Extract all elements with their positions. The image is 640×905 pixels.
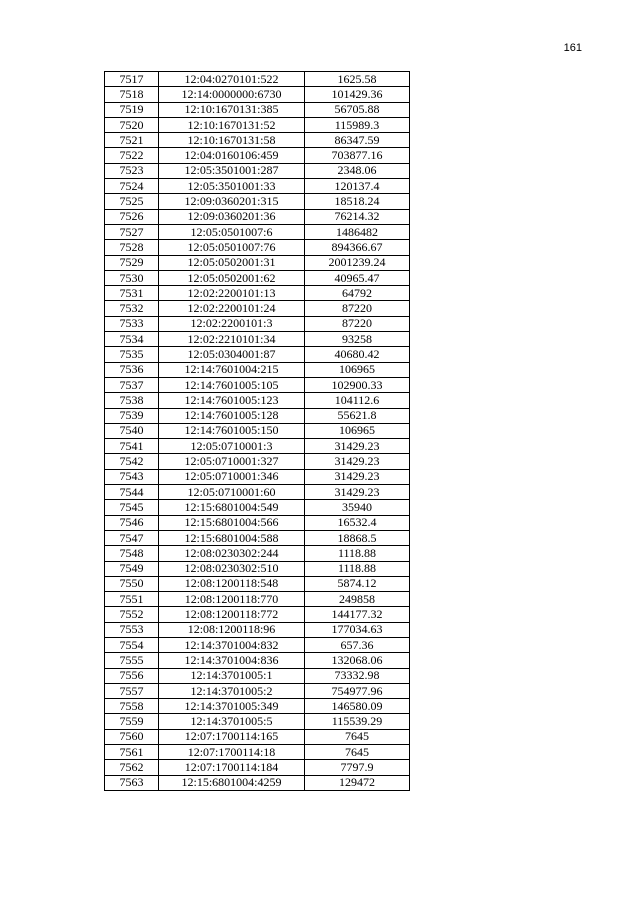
value-cell: 101429.36 <box>305 87 410 102</box>
cadastral-number-cell: 12:14:3701004:836 <box>159 653 305 668</box>
row-number-cell: 7527 <box>105 224 159 239</box>
row-number-cell: 7556 <box>105 668 159 683</box>
row-number-cell: 7548 <box>105 546 159 561</box>
row-number-cell: 7562 <box>105 760 159 775</box>
value-cell: 1625.58 <box>305 72 410 87</box>
value-cell: 102900.33 <box>305 377 410 392</box>
row-number-cell: 7517 <box>105 72 159 87</box>
table-row <box>105 316 410 331</box>
row-number-cell: 7558 <box>105 699 159 714</box>
row-number-cell: 7542 <box>105 454 159 469</box>
row-number-cell: 7549 <box>105 561 159 576</box>
table-row <box>105 469 410 484</box>
value-cell: 657.36 <box>305 637 410 652</box>
row-number-cell: 7528 <box>105 240 159 255</box>
row-number-cell: 7560 <box>105 729 159 744</box>
cadastral-number-cell: 12:14:7601005:128 <box>159 408 305 423</box>
value-cell: 86347.59 <box>305 133 410 148</box>
row-number-cell: 7555 <box>105 653 159 668</box>
row-number-cell: 7530 <box>105 270 159 285</box>
table-row <box>105 102 410 117</box>
cadastral-number-cell: 12:02:2200101:3 <box>159 316 305 331</box>
value-cell: 31429.23 <box>305 485 410 500</box>
value-cell: 73332.98 <box>305 668 410 683</box>
cadastral-number-cell: 12:05:0710001:60 <box>159 485 305 500</box>
table-row <box>105 255 410 270</box>
table-row <box>105 163 410 178</box>
page-number: 161 <box>563 42 582 54</box>
value-cell: 16532.4 <box>305 515 410 530</box>
table-row <box>105 745 410 760</box>
value-cell: 64792 <box>305 286 410 301</box>
row-number-cell: 7539 <box>105 408 159 423</box>
value-cell: 76214.32 <box>305 209 410 224</box>
cadastral-number-cell: 12:14:7601005:150 <box>159 423 305 438</box>
table-row <box>105 714 410 729</box>
cadastral-number-cell: 12:07:1700114:165 <box>159 729 305 744</box>
value-cell: 7797.9 <box>305 760 410 775</box>
row-number-cell: 7546 <box>105 515 159 530</box>
row-number-cell: 7519 <box>105 102 159 117</box>
row-number-cell: 7537 <box>105 377 159 392</box>
cadastral-number-cell: 12:08:0230302:244 <box>159 546 305 561</box>
table-row <box>105 561 410 576</box>
value-cell: 31429.23 <box>305 454 410 469</box>
table-row <box>105 423 410 438</box>
table-row <box>105 454 410 469</box>
row-number-cell: 7529 <box>105 255 159 270</box>
cadastral-number-cell: 12:04:0160106:459 <box>159 148 305 163</box>
table-row <box>105 377 410 392</box>
row-number-cell: 7547 <box>105 530 159 545</box>
table-row <box>105 240 410 255</box>
value-cell: 104112.6 <box>305 393 410 408</box>
cadastral-number-cell: 12:08:0230302:510 <box>159 561 305 576</box>
cadastral-number-cell: 12:14:3701005:2 <box>159 683 305 698</box>
value-cell: 31429.23 <box>305 469 410 484</box>
cadastral-number-cell: 12:05:3501001:287 <box>159 163 305 178</box>
cadastral-number-cell: 12:14:3701005:349 <box>159 699 305 714</box>
row-number-cell: 7533 <box>105 316 159 331</box>
value-cell: 1118.88 <box>305 561 410 576</box>
table-row <box>105 362 410 377</box>
table-row <box>105 622 410 637</box>
table-row <box>105 775 410 790</box>
table-row <box>105 683 410 698</box>
row-number-cell: 7553 <box>105 622 159 637</box>
cadastral-number-cell: 12:14:0000000:6730 <box>159 87 305 102</box>
table-row <box>105 301 410 316</box>
value-cell: 35940 <box>305 500 410 515</box>
table-row <box>105 133 410 148</box>
value-cell: 106965 <box>305 423 410 438</box>
value-cell: 146580.09 <box>305 699 410 714</box>
table-row <box>105 760 410 775</box>
cadastral-number-cell: 12:05:0501007:76 <box>159 240 305 255</box>
value-cell: 894366.67 <box>305 240 410 255</box>
cadastral-number-cell: 12:08:1200118:96 <box>159 622 305 637</box>
table-row <box>105 286 410 301</box>
row-number-cell: 7518 <box>105 87 159 102</box>
value-cell: 5874.12 <box>305 576 410 591</box>
table-row <box>105 72 410 87</box>
cadastral-number-cell: 12:15:6801004:4259 <box>159 775 305 790</box>
value-cell: 106965 <box>305 362 410 377</box>
row-number-cell: 7545 <box>105 500 159 515</box>
row-number-cell: 7544 <box>105 485 159 500</box>
table-row <box>105 637 410 652</box>
table-row <box>105 87 410 102</box>
row-number-cell: 7561 <box>105 745 159 760</box>
value-cell: 177034.63 <box>305 622 410 637</box>
table-row <box>105 500 410 515</box>
table-row <box>105 439 410 454</box>
value-cell: 56705.88 <box>305 102 410 117</box>
cadastral-number-cell: 12:02:2200101:24 <box>159 301 305 316</box>
row-number-cell: 7521 <box>105 133 159 148</box>
value-cell: 115539.29 <box>305 714 410 729</box>
value-cell: 115989.3 <box>305 117 410 132</box>
cadastral-number-cell: 12:14:3701005:1 <box>159 668 305 683</box>
row-number-cell: 7557 <box>105 683 159 698</box>
row-number-cell: 7535 <box>105 347 159 362</box>
cadastral-number-cell: 12:05:0502001:31 <box>159 255 305 270</box>
cadastral-number-cell: 12:05:0304001:87 <box>159 347 305 362</box>
table-row <box>105 209 410 224</box>
row-number-cell: 7543 <box>105 469 159 484</box>
row-number-cell: 7534 <box>105 332 159 347</box>
value-cell: 87220 <box>305 301 410 316</box>
table-row <box>105 668 410 683</box>
cadastral-number-cell: 12:14:7601005:123 <box>159 393 305 408</box>
cadastral-number-cell: 12:02:2200101:13 <box>159 286 305 301</box>
row-number-cell: 7541 <box>105 439 159 454</box>
cadastral-number-cell: 12:05:0710001:346 <box>159 469 305 484</box>
table-row <box>105 699 410 714</box>
cadastral-number-cell: 12:10:1670131:52 <box>159 117 305 132</box>
value-cell: 703877.16 <box>305 148 410 163</box>
row-number-cell: 7524 <box>105 179 159 194</box>
value-cell: 7645 <box>305 729 410 744</box>
table-row <box>105 729 410 744</box>
row-number-cell: 7532 <box>105 301 159 316</box>
cadastral-number-cell: 12:15:6801004:566 <box>159 515 305 530</box>
cadastral-number-cell: 12:05:0502001:62 <box>159 270 305 285</box>
cadastral-number-cell: 12:02:2210101:34 <box>159 332 305 347</box>
cadastral-number-cell: 12:10:1670131:385 <box>159 102 305 117</box>
value-cell: 1486482 <box>305 224 410 239</box>
cadastral-number-cell: 12:14:7601004:215 <box>159 362 305 377</box>
table-row <box>105 347 410 362</box>
table-row <box>105 194 410 209</box>
table-body <box>105 72 410 791</box>
value-cell: 18868.5 <box>305 530 410 545</box>
table-row <box>105 408 410 423</box>
cadastral-number-cell: 12:15:6801004:549 <box>159 500 305 515</box>
cadastral-number-cell: 12:09:0360201:36 <box>159 209 305 224</box>
cadastral-number-cell: 12:05:0710001:327 <box>159 454 305 469</box>
cadastral-number-cell: 12:05:3501001:33 <box>159 179 305 194</box>
value-cell: 7645 <box>305 745 410 760</box>
value-cell: 249858 <box>305 592 410 607</box>
value-cell: 40680.42 <box>305 347 410 362</box>
cadastral-number-cell: 12:05:0710001:3 <box>159 439 305 454</box>
table-row <box>105 224 410 239</box>
value-cell: 87220 <box>305 316 410 331</box>
table-row <box>105 332 410 347</box>
cadastral-number-cell: 12:15:6801004:588 <box>159 530 305 545</box>
row-number-cell: 7554 <box>105 637 159 652</box>
cadastral-number-cell: 12:04:0270101:522 <box>159 72 305 87</box>
table-row <box>105 485 410 500</box>
row-number-cell: 7552 <box>105 607 159 622</box>
cadastral-number-cell: 12:05:0501007:6 <box>159 224 305 239</box>
cadastral-number-cell: 12:10:1670131:58 <box>159 133 305 148</box>
value-cell: 40965.47 <box>305 270 410 285</box>
cadastral-number-cell: 12:14:3701004:832 <box>159 637 305 652</box>
value-cell: 2348.06 <box>305 163 410 178</box>
table-row <box>105 515 410 530</box>
cadastral-number-cell: 12:07:1700114:18 <box>159 745 305 760</box>
value-cell: 132068.06 <box>305 653 410 668</box>
cadastral-number-cell: 12:07:1700114:184 <box>159 760 305 775</box>
row-number-cell: 7531 <box>105 286 159 301</box>
table-row <box>105 270 410 285</box>
table-row <box>105 653 410 668</box>
row-number-cell: 7550 <box>105 576 159 591</box>
value-cell: 120137.4 <box>305 179 410 194</box>
value-cell: 18518.24 <box>305 194 410 209</box>
row-number-cell: 7536 <box>105 362 159 377</box>
table-row <box>105 148 410 163</box>
value-cell: 2001239.24 <box>305 255 410 270</box>
value-cell: 93258 <box>305 332 410 347</box>
table-row <box>105 576 410 591</box>
row-number-cell: 7526 <box>105 209 159 224</box>
cadastral-number-cell: 12:08:1200118:772 <box>159 607 305 622</box>
table-row <box>105 546 410 561</box>
cadastral-number-cell: 12:08:1200118:770 <box>159 592 305 607</box>
row-number-cell: 7563 <box>105 775 159 790</box>
table-row <box>105 117 410 132</box>
cadastral-number-cell: 12:14:7601005:105 <box>159 377 305 392</box>
cadastral-number-cell: 12:08:1200118:548 <box>159 576 305 591</box>
row-number-cell: 7520 <box>105 117 159 132</box>
value-cell: 754977.96 <box>305 683 410 698</box>
row-number-cell: 7559 <box>105 714 159 729</box>
cadastral-number-cell: 12:09:0360201:315 <box>159 194 305 209</box>
table-row <box>105 530 410 545</box>
data-table <box>104 71 410 791</box>
row-number-cell: 7538 <box>105 393 159 408</box>
row-number-cell: 7525 <box>105 194 159 209</box>
table-row <box>105 179 410 194</box>
value-cell: 55621.8 <box>305 408 410 423</box>
value-cell: 1118.88 <box>305 546 410 561</box>
table-row <box>105 607 410 622</box>
row-number-cell: 7523 <box>105 163 159 178</box>
cadastral-number-cell: 12:14:3701005:5 <box>159 714 305 729</box>
table-row <box>105 393 410 408</box>
row-number-cell: 7551 <box>105 592 159 607</box>
value-cell: 144177.32 <box>305 607 410 622</box>
table-row <box>105 592 410 607</box>
row-number-cell: 7540 <box>105 423 159 438</box>
value-cell: 129472 <box>305 775 410 790</box>
row-number-cell: 7522 <box>105 148 159 163</box>
value-cell: 31429.23 <box>305 439 410 454</box>
